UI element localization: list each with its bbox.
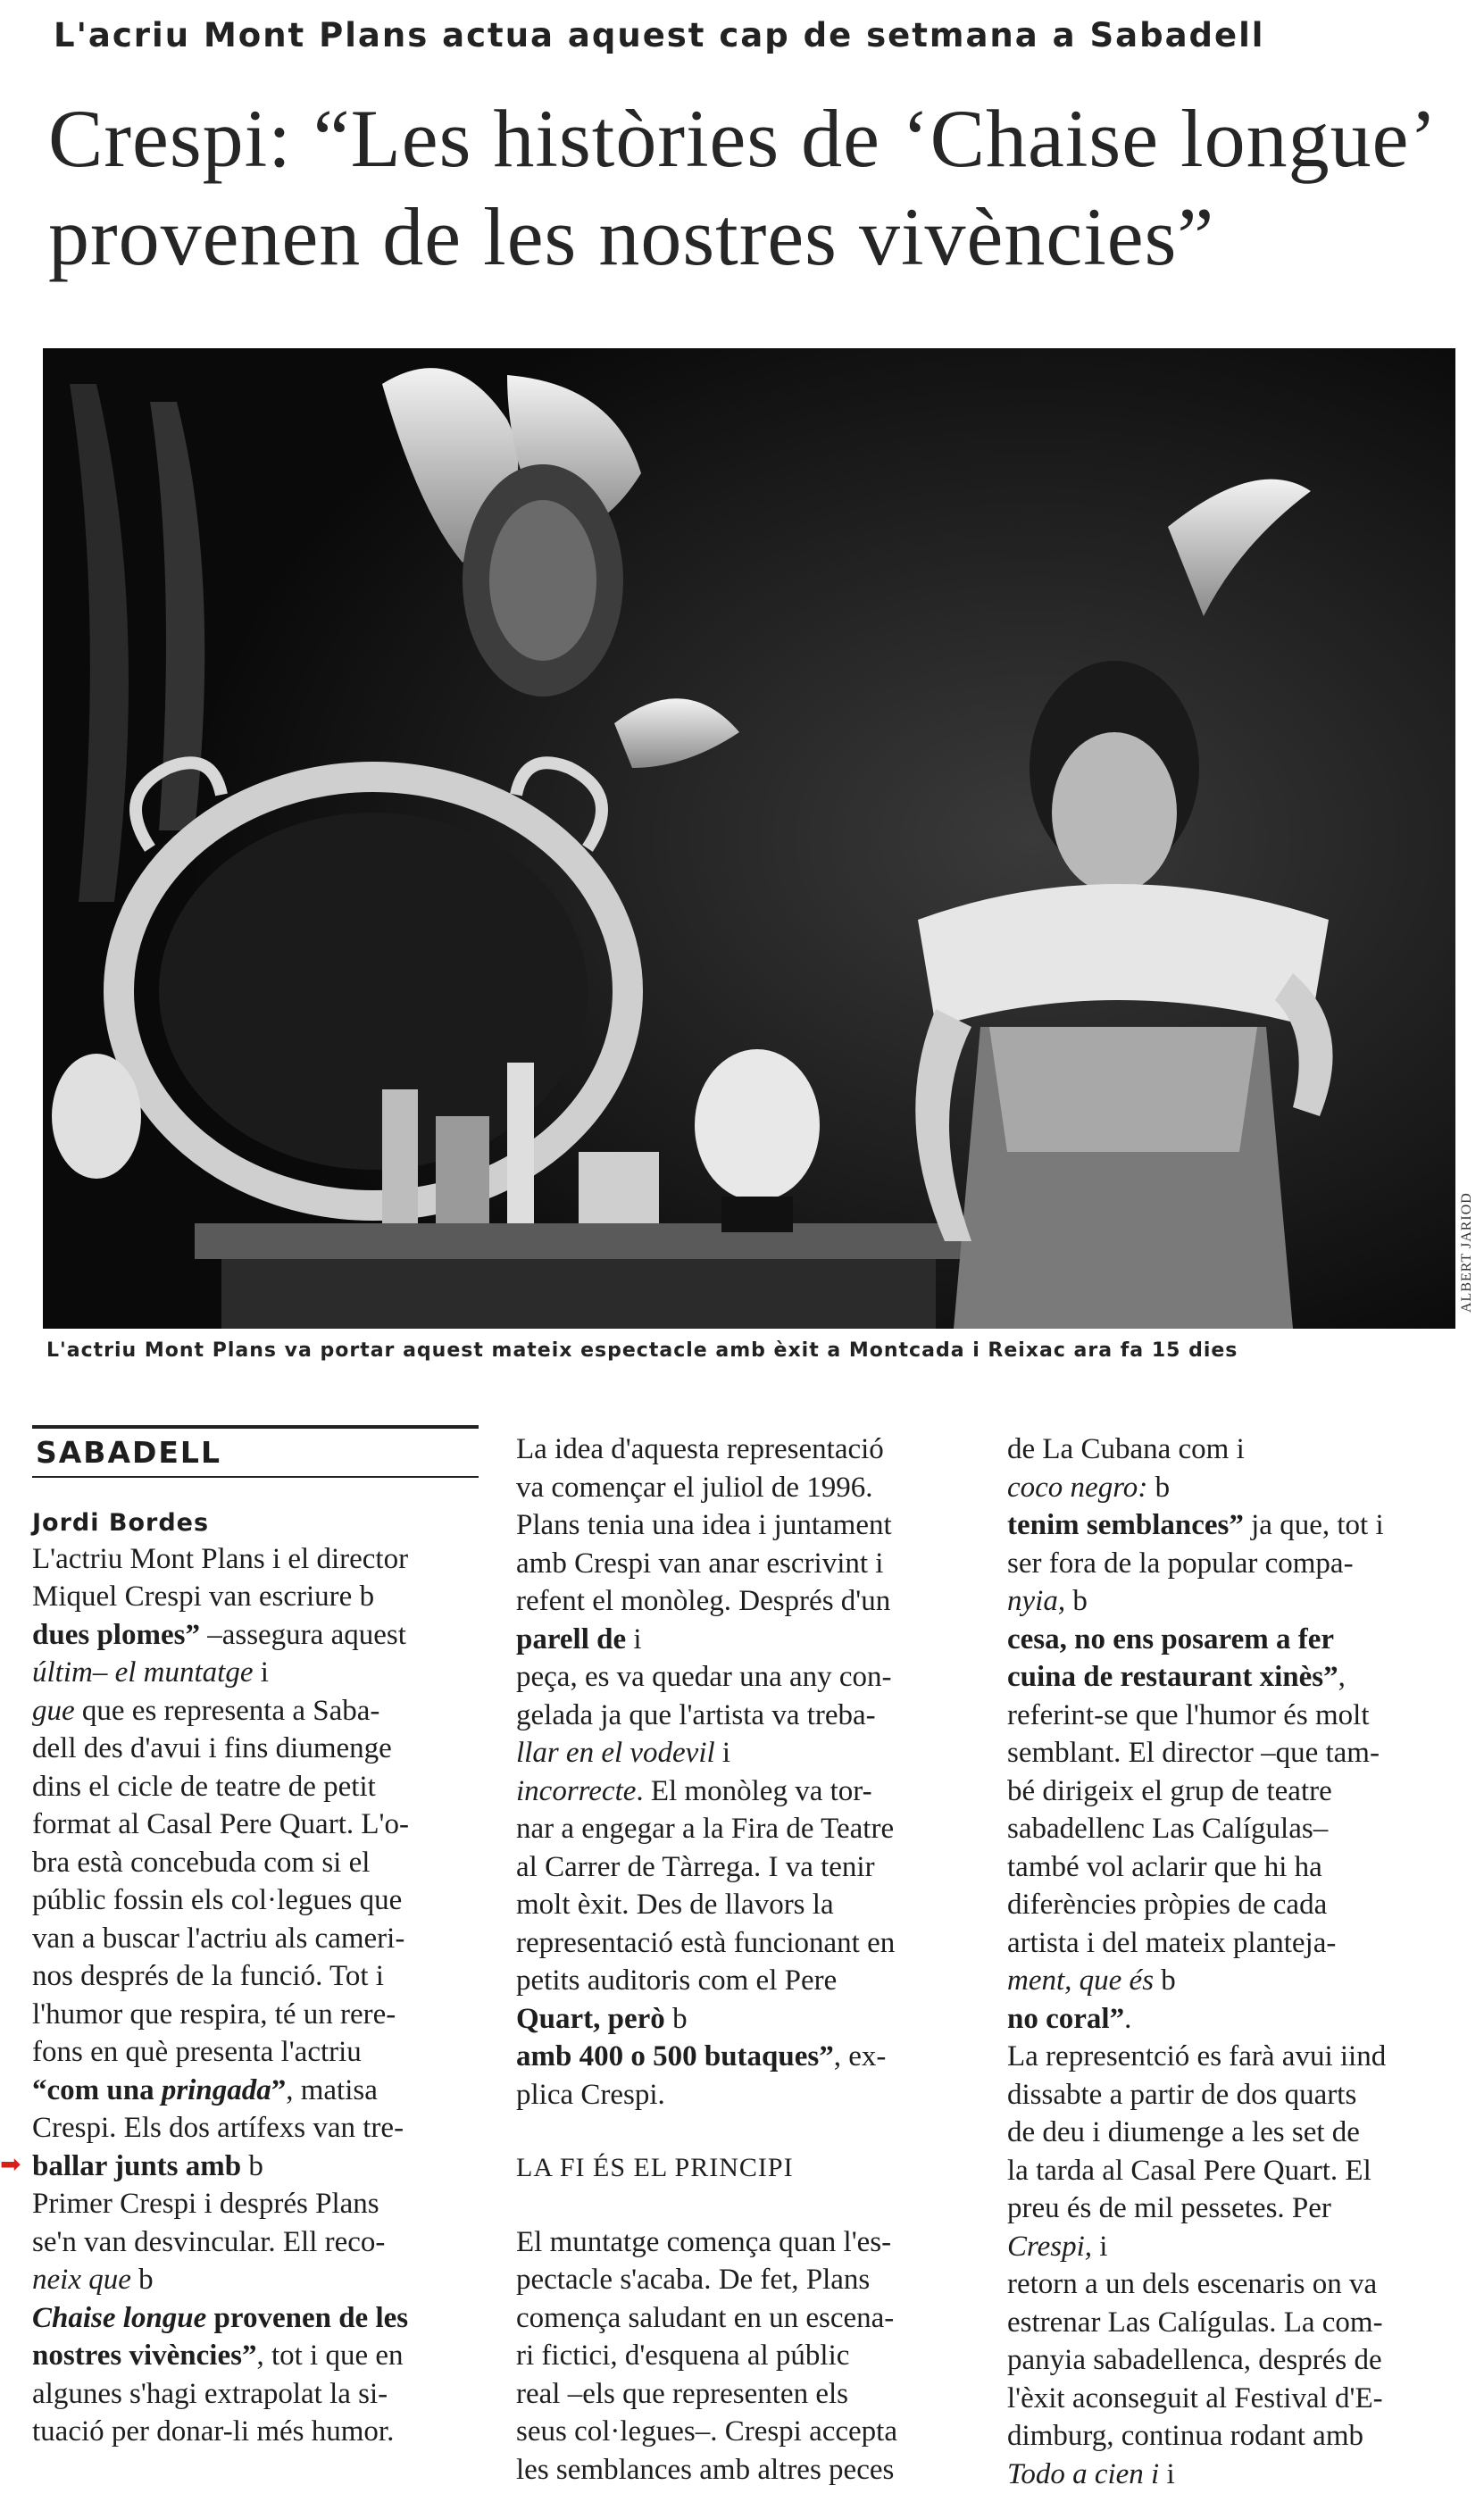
- text-segment: artista i del mateix planteja-: [1007, 1926, 1337, 1959]
- text-segment: retorn a un dels escenaris on va: [1007, 2268, 1378, 2300]
- text-segment: nostres vivències”: [32, 2339, 257, 2372]
- text-line: [1007, 1848, 1464, 1887]
- headline: [48, 89, 1459, 286]
- text-segment: b: [672, 2002, 688, 2035]
- text-line: [1007, 1697, 1464, 1735]
- text-segment: i: [1143, 2457, 1167, 2490]
- text-segment: comença saludant en un escena-: [516, 2301, 895, 2334]
- text-line: [32, 1957, 489, 1996]
- text-segment: les semblances amb altres peces: [516, 2453, 895, 2486]
- text-segment: format al Casal Pere Quart. L'o-: [32, 1808, 409, 1840]
- text-segment: representació està funcionant en: [516, 1926, 896, 1959]
- text-segment: Miquel Crespi van escriure: [32, 1580, 360, 1613]
- text-line: [516, 1582, 973, 1621]
- text-segment: b: [248, 2149, 263, 2182]
- text-segment: provenen de les: [206, 2301, 409, 2334]
- text-line: [1007, 1962, 1464, 2000]
- text-segment: amb 400 o 500 butaques”: [516, 2040, 834, 2072]
- text-line: [516, 1545, 973, 1583]
- text-line: [1007, 1621, 1464, 1659]
- text-line: [516, 1697, 973, 1735]
- text-segment: van a buscar l'actriu als cameri-: [32, 1922, 405, 1955]
- text-line: [1007, 2189, 1464, 2228]
- text-line: [32, 2072, 489, 2110]
- text-line: [516, 1469, 973, 1507]
- red-arrow-icon: ➡: [0, 2148, 21, 2179]
- text-segment: sabadellenc Las Calígulas–: [1007, 1813, 1329, 1845]
- text-segment: Crespi. Els dos artífexs van tre-: [32, 2112, 404, 2144]
- text-segment: real –els que representen els: [516, 2377, 848, 2410]
- text-line: [32, 2033, 489, 2072]
- byline: Jordi Bordes: [32, 1508, 210, 1537]
- text-segment: peça, es va quedar una any con-: [516, 1661, 892, 1693]
- text-segment: de deu i diumenge a les set de: [1007, 2116, 1360, 2148]
- text-line: [32, 1578, 489, 1616]
- text-segment: tenim semblances”: [1007, 1509, 1244, 1541]
- text-line: [32, 1920, 489, 1958]
- text-segment: ment, que és: [1007, 1964, 1162, 1997]
- text-line: [516, 1734, 973, 1772]
- text-segment: molt èxit. Des de llavors la: [516, 1889, 834, 1921]
- text-line: [1007, 2152, 1464, 2190]
- text-segment: ballar junts amb: [32, 2149, 249, 2182]
- text-segment: bé dirigeix el grup de teatre: [1007, 1774, 1332, 1807]
- text-line: [32, 1844, 489, 1882]
- text-segment: Crespi,: [1007, 2230, 1100, 2263]
- column-2-body-b: [516, 2223, 973, 2489]
- text-segment: .: [1124, 2002, 1132, 2035]
- headline-line-2: provenen de les nostres vivències”: [48, 191, 1215, 282]
- text-line: [32, 1654, 489, 1692]
- section-rule-bottom: [32, 1476, 479, 1478]
- text-segment: neix que: [32, 2264, 139, 2296]
- column-2-body-a: [516, 1430, 973, 2114]
- text-line: [1007, 1545, 1464, 1583]
- text-segment: nos després de la funció. Tot i: [32, 1960, 384, 1992]
- text-segment: fons en què presenta l'actriu: [32, 2036, 362, 2068]
- text-segment: Plans tenia una idea i juntament: [516, 1509, 892, 1541]
- text-segment: ”: [271, 2073, 287, 2106]
- text-segment: cuina de restaurant xinès”: [1007, 1661, 1338, 1693]
- text-line: [32, 2337, 489, 2375]
- text-line: [1007, 2000, 1464, 2039]
- text-line: [516, 1621, 973, 1659]
- text-line: [1007, 2265, 1464, 2304]
- text-segment: ,: [1338, 1661, 1346, 1693]
- text-segment: La idea d'aquesta representació: [516, 1433, 884, 1465]
- text-line: [1007, 2417, 1464, 2456]
- text-line: [32, 2185, 489, 2223]
- kicker: L'acriu Mont Plans actua aquest cap de setmana a Sabadell: [54, 16, 1265, 54]
- text-line: [1007, 1772, 1464, 1811]
- text-segment: refent el monòleg. Després d'un: [516, 1585, 891, 1617]
- text-line: [516, 2337, 973, 2375]
- text-segment: dues plomes”: [32, 1618, 200, 1651]
- text-segment: dissabte a partir de dos quarts: [1007, 2078, 1357, 2111]
- text-line: [516, 2413, 973, 2451]
- text-segment: b: [138, 2264, 154, 2296]
- text-line: [516, 2261, 973, 2299]
- text-segment: dimburg, continua rodant amb: [1007, 2420, 1363, 2452]
- text-line: [1007, 2341, 1464, 2380]
- text-segment: b: [1155, 1471, 1171, 1504]
- text-segment: de La Cubana com: [1007, 1433, 1237, 1465]
- text-segment: pringada: [161, 2073, 271, 2106]
- text-segment: :: [1138, 1471, 1155, 1504]
- text-line: [516, 1962, 973, 2000]
- text-line: [32, 2299, 489, 2338]
- text-segment: i: [721, 1737, 731, 1769]
- text-line: [516, 1810, 973, 1848]
- text-line: [32, 1540, 489, 1579]
- text-segment: b: [1161, 1964, 1176, 1997]
- photo-credit: ALBERT JARIOD: [1459, 1192, 1474, 1313]
- text-line: [1007, 1658, 1464, 1697]
- text-line: [32, 2109, 489, 2148]
- text-segment: i: [260, 1656, 269, 1689]
- text-line: [1007, 2076, 1464, 2114]
- text-segment: , matisa: [286, 2073, 378, 2106]
- text-segment: i: [1236, 1433, 1245, 1465]
- text-line: [516, 1924, 973, 1963]
- photo-caption: L'actriu Mont Plans va portar aquest mateix espectacle amb èxit a Montcada i Reixac ara fa 15 dies: [46, 1339, 1238, 1362]
- text-segment: petits auditoris com el Pere: [516, 1964, 838, 1997]
- text-segment: algunes s'hagi extrapolat la si-: [32, 2377, 388, 2410]
- text-segment: Todo a cien: [1007, 2457, 1144, 2490]
- text-line: [32, 1806, 489, 1844]
- text-line: [1007, 2038, 1464, 2076]
- text-segment: pectacle s'acaba. De fet, Plans: [516, 2264, 871, 2296]
- text-segment: , ex-: [833, 2040, 887, 2072]
- text-line: [32, 1692, 489, 1731]
- text-segment: Quart, però: [516, 2002, 673, 2035]
- text-line: [32, 1616, 489, 1655]
- text-segment: bra està concebuda com si el: [32, 1846, 371, 1879]
- subhead: LA FI ÉS EL PRINCIPI: [516, 2153, 794, 2182]
- text-segment: cesa, no ens posarem a fer: [1007, 1622, 1334, 1655]
- text-line: [516, 1772, 973, 1811]
- text-segment: seus col·legues–. Crespi accepta: [516, 2415, 898, 2448]
- text-segment: referint-se que l'humor és molt: [1007, 1698, 1370, 1731]
- text-line: [516, 2000, 973, 2039]
- text-line: [1007, 1469, 1464, 1507]
- text-segment: coco negro: [1007, 1471, 1138, 1504]
- text-segment: públic fossin els col·legues que: [32, 1884, 403, 1916]
- text-line: [516, 2223, 973, 2262]
- text-segment: estrenar Las Calígulas. La com-: [1007, 2306, 1383, 2339]
- text-line: [1007, 2456, 1464, 2494]
- text-line: [1007, 1430, 1464, 1469]
- text-segment: incorrecte: [516, 1774, 637, 1807]
- text-line: [516, 2076, 973, 2114]
- text-line: [32, 1768, 489, 1806]
- text-segment: semblant. El director –que tam-: [1007, 1737, 1380, 1769]
- text-segment: i: [633, 1622, 642, 1655]
- text-line: [516, 2451, 973, 2489]
- column-3: [1007, 1430, 1464, 2493]
- text-line: [32, 2148, 489, 2186]
- text-line: [1007, 1810, 1464, 1848]
- text-line: [516, 1886, 973, 1924]
- text-segment: gelada ja que l'artista va treba-: [516, 1698, 876, 1731]
- text-line: [516, 1430, 973, 1469]
- text-segment: dins el cicle de teatre de petit: [32, 1770, 376, 1803]
- text-line: [32, 1996, 489, 2034]
- text-line: [1007, 2228, 1464, 2266]
- text-segment: gue: [32, 1694, 75, 1727]
- column-1-body: [0, 1540, 489, 2451]
- text-segment: nyia,: [1007, 1585, 1073, 1617]
- text-segment: últim– el muntatge: [32, 1656, 261, 1689]
- text-segment: –assegura aquest: [199, 1618, 406, 1651]
- text-line: [32, 1730, 489, 1768]
- column-3-body: [1007, 1430, 1464, 2493]
- text-segment: llar en el vodevil: [516, 1737, 722, 1769]
- text-line: [32, 2223, 489, 2262]
- text-segment: panyia sabadellenca, després de: [1007, 2344, 1382, 2376]
- text-line: [516, 1848, 973, 1887]
- text-segment: ser fora de la popular compa-: [1007, 1547, 1354, 1580]
- photo-illustration: [43, 348, 1455, 1329]
- text-segment: ja que, tot i: [1243, 1509, 1384, 1541]
- text-segment: b: [359, 1580, 375, 1613]
- text-line: [1007, 1506, 1464, 1545]
- text-line: [516, 1506, 973, 1545]
- text-segment: l'humor que respira, té un rere-: [32, 1997, 396, 2031]
- text-segment: l'èxit aconseguit al Festival d'E-: [1007, 2381, 1383, 2414]
- headline-line-1: Crespi: “Les històries de ‘Chaise longue’: [48, 93, 1438, 184]
- text-segment: ind: [1348, 2040, 1387, 2072]
- text-segment: que es representa a Saba-: [74, 1694, 380, 1727]
- text-line: [1007, 1886, 1464, 1924]
- text-line: [32, 2375, 489, 2414]
- text-segment: i: [1099, 2230, 1108, 2263]
- text-segment: Primer Crespi i després Plans: [32, 2188, 379, 2220]
- text-segment: . El monòleg va tor-: [636, 1774, 872, 1807]
- text-line: [516, 1658, 973, 1697]
- text-segment: tuació per donar-li més humor.: [32, 2415, 395, 2448]
- text-line: [1007, 2114, 1464, 2152]
- text-segment: El muntatge comença quan l'es-: [516, 2225, 892, 2258]
- column-1: [0, 1422, 489, 2451]
- text-segment: i: [1166, 2457, 1175, 2490]
- text-line: [516, 2299, 973, 2338]
- text-segment: no coral”: [1007, 2002, 1125, 2035]
- text-segment: L'actriu Mont Plans i el director: [32, 1542, 409, 1575]
- text-segment: també vol aclarir que hi ha: [1007, 1850, 1322, 1883]
- text-segment: plica Crespi.: [516, 2078, 665, 2111]
- text-line: [32, 1881, 489, 1920]
- text-line: [32, 2261, 489, 2299]
- text-line: [1007, 1734, 1464, 1772]
- text-segment: al Carrer de Tàrrega. I va tenir: [516, 1850, 875, 1883]
- text-segment: La representció es farà avui i: [1007, 2040, 1349, 2072]
- text-line: [516, 2375, 973, 2414]
- text-line: [1007, 2304, 1464, 2342]
- text-segment: dell des d'avui i fins diumenge: [32, 1732, 392, 1764]
- text-segment: nar a engegar a la Fira de Teatre: [516, 1813, 895, 1845]
- text-line: [1007, 1582, 1464, 1621]
- section-label: SABADELL: [36, 1435, 221, 1470]
- text-line: [1007, 1924, 1464, 1963]
- text-segment: amb Crespi van anar escrivint i: [516, 1547, 884, 1580]
- text-segment: se'n van desvincular. Ell reco-: [32, 2225, 386, 2258]
- text-segment: la tarda al Casal Pere Quart. El: [1007, 2154, 1371, 2187]
- text-segment: , tot i que en: [256, 2339, 404, 2372]
- photo: [43, 348, 1455, 1329]
- text-segment: preu és de mil pessetes. Per: [1007, 2192, 1331, 2224]
- text-segment: parell de: [516, 1622, 634, 1655]
- text-line: [516, 2038, 973, 2076]
- column-2: [516, 1430, 973, 2489]
- text-segment: ri fictici, d'esquena al públic: [516, 2339, 850, 2372]
- text-segment: va començar el juliol de 1996.: [516, 1471, 873, 1504]
- text-line: [1007, 2380, 1464, 2418]
- text-segment: “com una: [32, 2073, 162, 2106]
- text-segment: diferències pròpies de cada: [1007, 1889, 1328, 1921]
- text-segment: b: [1072, 1585, 1088, 1617]
- text-segment: Chaise longue: [32, 2301, 207, 2334]
- text-line: [32, 2413, 489, 2451]
